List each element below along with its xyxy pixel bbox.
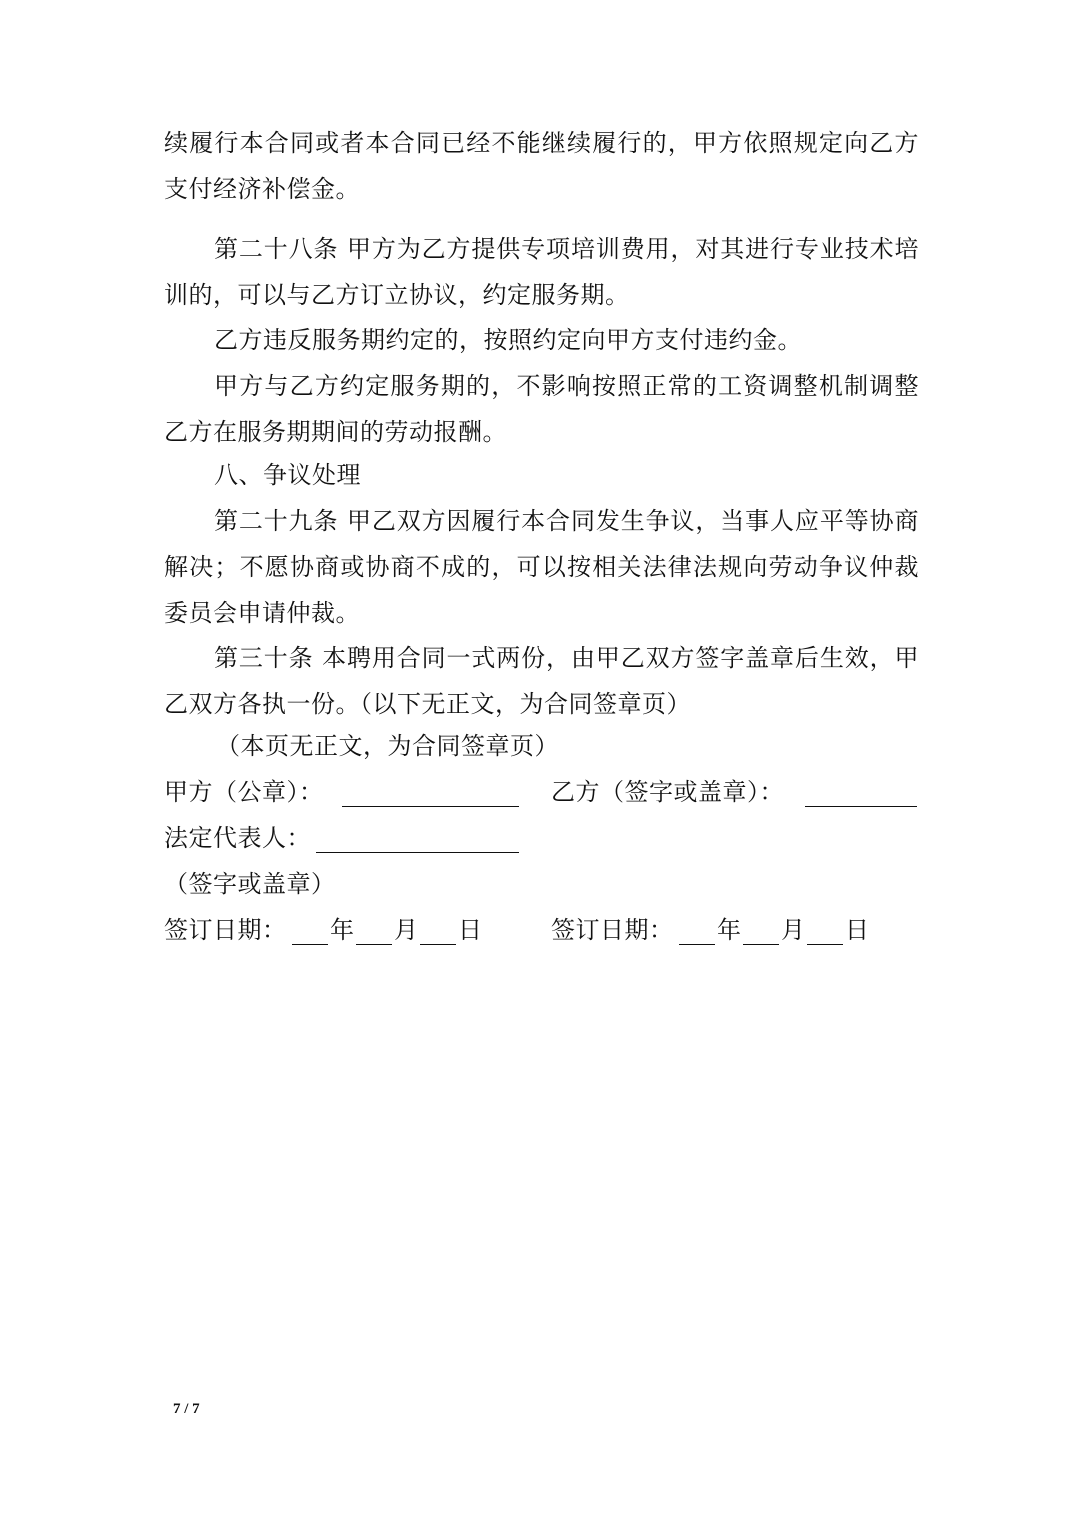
month-blank-b	[743, 944, 779, 945]
year-label-b: 年	[717, 916, 742, 944]
party-b-sign-line	[805, 806, 917, 807]
year-blank-b	[679, 944, 715, 945]
paragraph-service-period: 甲方与乙方约定服务期的，不影响按照正常的工资调整机制调整乙方在服务期期间的劳动报酬。	[164, 372, 919, 446]
party-a-seal-label: 甲方（公章）：	[164, 778, 324, 806]
legal-rep-line	[316, 852, 519, 853]
day-label-b: 日	[845, 916, 870, 944]
day-blank-a	[420, 944, 456, 945]
year-blank-a	[292, 944, 328, 945]
day-label-a: 日	[458, 916, 483, 944]
year-label-a: 年	[330, 916, 355, 944]
party-b-sign-label: 乙方（签字或盖章）：	[551, 778, 784, 806]
month-blank-a	[356, 944, 392, 945]
paragraph-article-29: 第二十九条 甲乙双方因履行本合同发生争议，当事人应平等协商解决；不愿协商或协商不成的，可以按相关法律法规向劳动争议仲裁委员会申请仲裁。	[164, 507, 919, 627]
section-heading-dispute: 八、争议处理	[214, 461, 361, 489]
sign-date-label-b: 签订日期：	[551, 916, 674, 944]
page-number: 7 / 7	[173, 1401, 200, 1417]
day-blank-b	[807, 944, 843, 945]
signature-page-note: （本页无正文，为合同签章页）	[216, 732, 559, 760]
month-label-b: 月	[781, 916, 806, 944]
paragraph-article-30: 第三十条 本聘用合同一式两份，由甲乙双方签字盖章后生效，甲乙双方各执一份。（以下无正文，为合同签章页）	[164, 644, 919, 718]
paragraph-penalty: 乙方违反服务期约定的，按照约定向甲方支付违约金。	[214, 326, 802, 354]
party-a-seal-line	[342, 806, 519, 807]
legal-rep-label: 法定代表人：	[164, 824, 311, 852]
paragraph-article-28: 第二十八条 甲方为乙方提供专项培训费用，对其进行专业技术培训的，可以与乙方订立协议，约定服务期。	[164, 235, 919, 309]
paragraph-continuation: 续履行本合同或者本合同已经不能继续履行的，甲方依照规定向乙方支付经济补偿金。	[164, 129, 919, 203]
sign-or-seal-note: （签字或盖章）	[164, 870, 336, 898]
sign-date-label-a: 签订日期：	[164, 916, 287, 944]
month-label-a: 月	[394, 916, 419, 944]
